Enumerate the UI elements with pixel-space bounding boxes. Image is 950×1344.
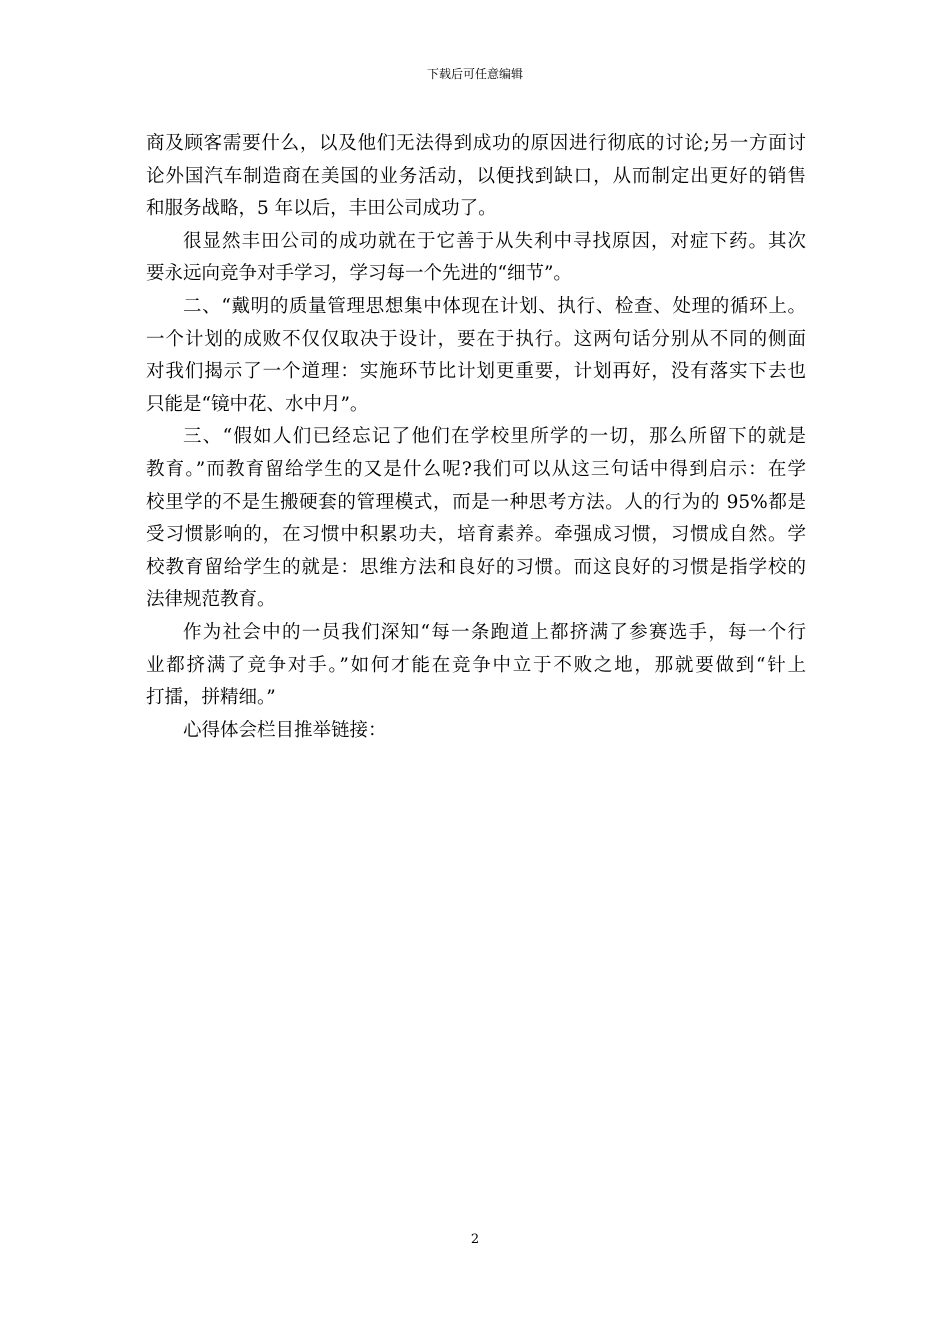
paragraph: [146, 715, 806, 748]
text-line: 校教育留给学生的就是：思维方法和良好的习惯。而这良好的习惯是指学校的: [146, 556, 806, 578]
text-line: 要永远向竞争对手学习，学习每一个先进的“细节”。: [146, 263, 572, 285]
text-line: 二、“戴明的质量管理思想集中体现在计划、执行、检查、处理的循环上。: [183, 295, 806, 317]
paragraph: [146, 226, 806, 291]
page-number: 2: [470, 1232, 480, 1247]
text-line: 教育。”而教育留给学生的又是什么呢?我们可以从这三句话中得到启示：在学: [146, 458, 806, 480]
paragraph: [146, 617, 806, 715]
paragraph: [146, 421, 806, 617]
text-line: 打擂，拼精细。”: [146, 687, 276, 709]
text-line: 论外国汽车制造商在美国的业务活动，以便找到缺口，从而制定出更好的销售: [146, 165, 806, 187]
text-line: 校里学的不是生搬硬套的管理模式，而是一种思考方法。人的行为的 95%都是: [146, 491, 806, 513]
page-header: 下载后可任意编辑: [426, 67, 523, 81]
text-line: 心得体会栏目推举链接：: [183, 719, 387, 741]
paragraph: [146, 128, 806, 226]
text-line: 法律规范教育。: [146, 589, 276, 611]
text-line: 和服务战略，5 年以后，丰田公司成功了。: [146, 198, 497, 220]
document-body: [146, 128, 806, 747]
text-line: 很显然丰田公司的成功就在于它善于从失利中寻找原因，对症下药。其次: [183, 230, 806, 252]
text-line: 受习惯影响的，在习惯中积累功夫，培育素养。牵强成习惯，习惯成自然。学: [146, 524, 806, 546]
text-line: 业都挤满了竞争对手。”如何才能在竞争中立于不败之地，那就要做到“针上: [146, 654, 806, 676]
text-line: 作为社会中的一员我们深知“每一条跑道上都挤满了参赛选手，每一个行: [183, 621, 806, 643]
text-line: 对我们揭示了一个道理：实施环节比计划更重要，计划再好，没有落实下去也: [146, 361, 806, 383]
paragraph: [146, 291, 806, 421]
text-line: 一个计划的成败不仅仅取决于设计，要在于执行。这两句话分别从不同的侧面: [146, 328, 806, 350]
text-line: 三、“假如人们已经忘记了他们在学校里所学的一切，那么所留下的就是: [183, 426, 806, 448]
text-line: 只能是“镜中花、水中月”。: [146, 393, 369, 415]
text-line: 商及顾客需要什么，以及他们无法得到成功的原因进行彻底的讨论;另一方面讨: [146, 133, 806, 154]
